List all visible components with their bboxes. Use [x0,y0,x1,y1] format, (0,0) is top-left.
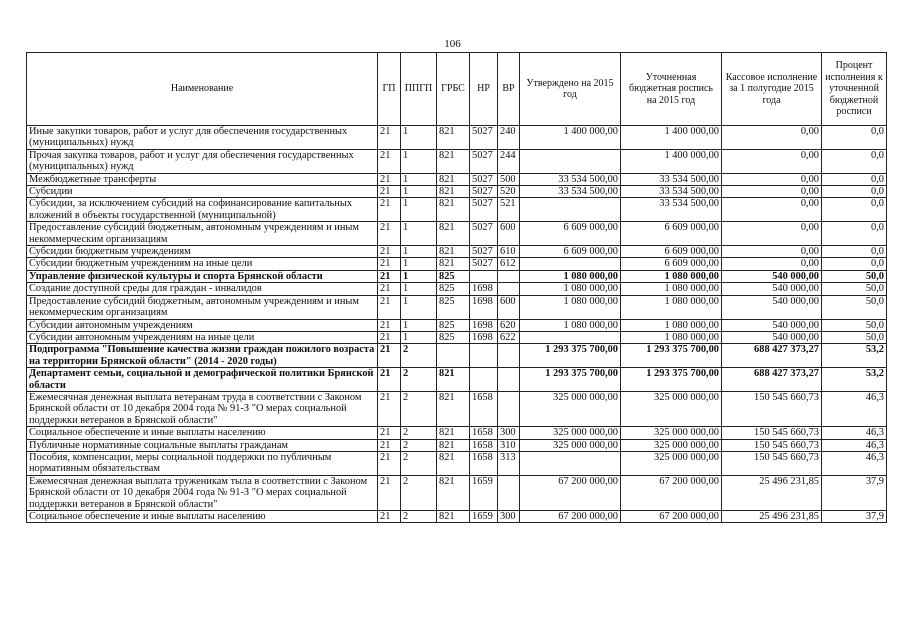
cell-gp: 21 [378,344,401,368]
cell-gp: 21 [378,149,401,173]
cell-gp: 21 [378,451,401,475]
cell-cash: 540 000,00 [722,283,822,295]
cell-refined: 1 400 000,00 [621,126,722,150]
cell-nr: 1698 [470,295,498,319]
cell-ppgp: 2 [401,511,437,523]
cell-grbs: 821 [437,198,470,222]
cell-ppgp: 2 [401,439,437,451]
cell-approved: 1 293 375 700,00 [520,344,621,368]
cell-name: Создание доступной среды для граждан - инвалидов [27,283,378,295]
cell-cash: 150 545 660,73 [722,451,822,475]
table-row [27,331,887,343]
cell-grbs: 821 [437,439,470,451]
cell-approved: 67 200 000,00 [520,475,621,510]
table-row [27,186,887,198]
cell-grbs [437,344,470,368]
cell-approved: 1 080 000,00 [520,295,621,319]
table-row [27,258,887,270]
cell-vr: 244 [498,149,520,173]
cell-ppgp: 1 [401,331,437,343]
cell-percent: 0,0 [822,246,887,258]
cell-cash: 540 000,00 [722,319,822,331]
cell-cash: 0,00 [722,186,822,198]
cell-vr: 300 [498,427,520,439]
cell-name: Субсидии бюджетным учреждениям [27,246,378,258]
cell-ppgp: 1 [401,258,437,270]
cell-vr [498,475,520,510]
cell-name: Предоставление субсидий бюджетным, автономным учреждениям и иным некоммерческим организациям [27,295,378,319]
cell-grbs: 821 [437,368,470,392]
cell-ppgp: 1 [401,198,437,222]
cell-refined: 6 609 000,00 [621,246,722,258]
cell-ppgp: 2 [401,451,437,475]
cell-percent: 50,0 [822,295,887,319]
cell-nr: 1658 [470,451,498,475]
cell-refined: 33 534 500,00 [621,186,722,198]
cell-refined: 1 080 000,00 [621,331,722,343]
cell-percent: 50,0 [822,283,887,295]
table-row [27,126,887,150]
header-gp: ГП [378,53,401,126]
cell-approved: 325 000 000,00 [520,427,621,439]
table-row [27,391,887,426]
cell-ppgp: 1 [401,319,437,331]
cell-percent: 0,0 [822,198,887,222]
cell-vr [498,344,520,368]
cell-grbs: 825 [437,283,470,295]
header-grbs: ГРБС [437,53,470,126]
cell-vr: 620 [498,319,520,331]
cell-name: Пособия, компенсации, меры социальной поддержки по публичным нормативным обязательствам [27,451,378,475]
header-percent: Процент исполнения к уточненной бюджетной росписи [822,53,887,126]
cell-name: Социальное обеспечение и иные выплаты населению [27,511,378,523]
cell-gp: 21 [378,391,401,426]
cell-cash: 150 545 660,73 [722,427,822,439]
cell-gp: 21 [378,173,401,185]
cell-vr: 310 [498,439,520,451]
cell-ppgp: 1 [401,222,437,246]
budget-execution-table [26,52,887,523]
cell-refined: 325 000 000,00 [621,451,722,475]
cell-refined: 67 200 000,00 [621,511,722,523]
cell-approved [520,331,621,343]
table-row [27,270,887,282]
cell-approved: 1 293 375 700,00 [520,368,621,392]
cell-vr: 610 [498,246,520,258]
cell-name: Субсидии автономным учреждениям на иные цели [27,331,378,343]
cell-percent: 53,2 [822,368,887,392]
cell-nr: 1658 [470,439,498,451]
cell-gp: 21 [378,246,401,258]
cell-gp: 21 [378,283,401,295]
cell-nr: 5027 [470,186,498,198]
cell-percent: 46,3 [822,439,887,451]
cell-percent: 50,0 [822,270,887,282]
cell-grbs: 821 [437,186,470,198]
cell-name: Субсидии, за исключением субсидий на софинансирование капитальных вложений в объекты государственной (муниципальной) [27,198,378,222]
cell-percent: 0,0 [822,173,887,185]
cell-grbs: 821 [437,511,470,523]
cell-nr: 5027 [470,222,498,246]
cell-vr [498,391,520,426]
cell-name: Подпрограмма "Повышение качества жизни граждан пожилого возраста на территории Брянской области" (2014 - 2020 годы) [27,344,378,368]
cell-approved: 325 000 000,00 [520,439,621,451]
cell-gp: 21 [378,186,401,198]
cell-percent: 0,0 [822,126,887,150]
cell-nr [470,344,498,368]
cell-approved [520,198,621,222]
table-row [27,439,887,451]
cell-ppgp: 2 [401,475,437,510]
cell-nr: 1659 [470,475,498,510]
cell-nr [470,368,498,392]
cell-grbs: 821 [437,173,470,185]
cell-name: Публичные нормативные социальные выплаты гражданам [27,439,378,451]
cell-vr: 600 [498,222,520,246]
cell-name: Субсидии [27,186,378,198]
cell-ppgp: 1 [401,149,437,173]
cell-grbs: 821 [437,391,470,426]
table-row [27,451,887,475]
table-row [27,222,887,246]
header-approved: Утверждено на 2015 год [520,53,621,126]
cell-gp: 21 [378,368,401,392]
table-header-row [27,53,887,126]
cell-nr: 5027 [470,198,498,222]
cell-nr: 1698 [470,283,498,295]
cell-ppgp: 1 [401,295,437,319]
header-name: Наименование [27,53,378,126]
cell-grbs: 821 [437,427,470,439]
cell-ppgp: 2 [401,344,437,368]
cell-cash: 0,00 [722,258,822,270]
table-row [27,173,887,185]
table-row [27,246,887,258]
cell-refined: 1 400 000,00 [621,149,722,173]
cell-grbs: 821 [437,149,470,173]
cell-nr [470,270,498,282]
table-row [27,368,887,392]
table-row [27,511,887,523]
cell-refined: 1 080 000,00 [621,270,722,282]
cell-gp: 21 [378,126,401,150]
cell-gp: 21 [378,270,401,282]
cell-name: Иные закупки товаров, работ и услуг для обеспечения государственных (муниципальных) нужд [27,126,378,150]
table-row [27,344,887,368]
cell-name: Субсидии автономным учреждениям [27,319,378,331]
cell-percent: 37,9 [822,511,887,523]
cell-grbs: 821 [437,258,470,270]
cell-nr: 5027 [470,258,498,270]
cell-percent: 0,0 [822,149,887,173]
cell-refined: 67 200 000,00 [621,475,722,510]
cell-vr: 313 [498,451,520,475]
cell-grbs: 821 [437,246,470,258]
cell-percent: 0,0 [822,222,887,246]
cell-refined: 1 293 375 700,00 [621,368,722,392]
cell-name: Управление физической культуры и спорта Брянской области [27,270,378,282]
cell-refined: 1 080 000,00 [621,283,722,295]
cell-cash: 0,00 [722,246,822,258]
cell-approved: 1 400 000,00 [520,126,621,150]
cell-nr: 1658 [470,391,498,426]
cell-ppgp: 1 [401,173,437,185]
cell-cash: 150 545 660,73 [722,391,822,426]
cell-percent: 50,0 [822,319,887,331]
header-ppgp: ППГП [401,53,437,126]
table-row [27,149,887,173]
cell-gp: 21 [378,222,401,246]
cell-ppgp: 1 [401,270,437,282]
cell-ppgp: 2 [401,427,437,439]
page-number: 106 [444,38,461,50]
cell-grbs: 821 [437,222,470,246]
cell-grbs: 825 [437,270,470,282]
header-vr: ВР [498,53,520,126]
table-row [27,283,887,295]
cell-cash: 0,00 [722,222,822,246]
cell-grbs: 825 [437,331,470,343]
cell-grbs: 821 [437,475,470,510]
cell-vr: 240 [498,126,520,150]
table-row [27,319,887,331]
cell-nr: 1658 [470,427,498,439]
cell-nr: 1698 [470,331,498,343]
cell-nr: 5027 [470,173,498,185]
cell-percent: 0,0 [822,258,887,270]
cell-cash: 688 427 373,27 [722,368,822,392]
cell-approved: 1 080 000,00 [520,283,621,295]
cell-approved [520,258,621,270]
header-refined: Уточненная бюджетная роспись на 2015 год [621,53,722,126]
cell-refined: 325 000 000,00 [621,439,722,451]
cell-name: Ежемесячная денежная выплата труженикам тыла в соответствии с Законом Брянской области от 10 декабря 2004 года № 91-З "О мерах социальной поддержки ветеранов в Брянской области" [27,475,378,510]
table-body [27,126,887,523]
cell-gp: 21 [378,331,401,343]
cell-approved [520,149,621,173]
cell-gp: 21 [378,511,401,523]
cell-grbs: 821 [437,451,470,475]
cell-vr: 521 [498,198,520,222]
cell-cash: 150 545 660,73 [722,439,822,451]
header-nr: НР [470,53,498,126]
cell-percent: 37,9 [822,475,887,510]
cell-name: Прочая закупка товаров, работ и услуг для обеспечения государственных (муниципальных) нужд [27,149,378,173]
cell-percent: 50,0 [822,331,887,343]
cell-name: Ежемесячная денежная выплата ветеранам труда в соответствии с Законом Брянской области от 10 декабря 2004 года № 91-З "О мерах социальной поддержки ветеранов в Брянской области" [27,391,378,426]
cell-refined: 1 293 375 700,00 [621,344,722,368]
cell-cash: 0,00 [722,198,822,222]
cell-nr: 5027 [470,149,498,173]
cell-percent: 46,3 [822,451,887,475]
cell-nr: 1698 [470,319,498,331]
table-row [27,198,887,222]
cell-vr: 600 [498,295,520,319]
cell-cash: 540 000,00 [722,331,822,343]
cell-approved: 6 609 000,00 [520,246,621,258]
cell-grbs: 825 [437,319,470,331]
cell-ppgp: 1 [401,126,437,150]
cell-gp: 21 [378,439,401,451]
cell-percent: 53,2 [822,344,887,368]
cell-refined: 6 609 000,00 [621,222,722,246]
cell-refined: 325 000 000,00 [621,427,722,439]
cell-approved: 1 080 000,00 [520,319,621,331]
cell-approved: 6 609 000,00 [520,222,621,246]
cell-percent: 46,3 [822,427,887,439]
cell-percent: 0,0 [822,186,887,198]
cell-refined: 33 534 500,00 [621,198,722,222]
table-row [27,427,887,439]
cell-grbs: 825 [437,295,470,319]
cell-vr: 500 [498,173,520,185]
cell-gp: 21 [378,295,401,319]
cell-grbs: 821 [437,126,470,150]
cell-nr: 1659 [470,511,498,523]
cell-ppgp: 1 [401,186,437,198]
cell-cash: 0,00 [722,126,822,150]
cell-approved: 325 000 000,00 [520,391,621,426]
cell-vr: 622 [498,331,520,343]
cell-vr: 612 [498,258,520,270]
cell-gp: 21 [378,475,401,510]
cell-approved: 1 080 000,00 [520,270,621,282]
cell-gp: 21 [378,258,401,270]
cell-refined: 325 000 000,00 [621,391,722,426]
cell-approved: 67 200 000,00 [520,511,621,523]
cell-gp: 21 [378,319,401,331]
cell-refined: 1 080 000,00 [621,295,722,319]
cell-nr: 5027 [470,126,498,150]
cell-nr: 5027 [470,246,498,258]
cell-cash: 0,00 [722,149,822,173]
cell-refined: 6 609 000,00 [621,258,722,270]
table-row [27,475,887,510]
cell-cash: 25 496 231,85 [722,511,822,523]
cell-ppgp: 2 [401,368,437,392]
cell-cash: 0,00 [722,173,822,185]
cell-name: Департамент семьи, социальной и демографической политики Брянской области [27,368,378,392]
cell-percent: 46,3 [822,391,887,426]
cell-ppgp: 2 [401,391,437,426]
cell-name: Межбюджетные трансферты [27,173,378,185]
cell-name: Социальное обеспечение и иные выплаты населению [27,427,378,439]
cell-vr [498,283,520,295]
cell-cash: 25 496 231,85 [722,475,822,510]
cell-refined: 33 534 500,00 [621,173,722,185]
cell-ppgp: 1 [401,283,437,295]
cell-vr [498,270,520,282]
cell-gp: 21 [378,198,401,222]
cell-name: Предоставление субсидий бюджетным, автономным учреждениям и иным некоммерческим организациям [27,222,378,246]
cell-name: Субсидии бюджетным учреждениям на иные цели [27,258,378,270]
cell-approved: 33 534 500,00 [520,173,621,185]
cell-vr: 520 [498,186,520,198]
cell-cash: 688 427 373,27 [722,344,822,368]
cell-ppgp: 1 [401,246,437,258]
cell-vr: 300 [498,511,520,523]
cell-approved [520,451,621,475]
cell-approved: 33 534 500,00 [520,186,621,198]
cell-gp: 21 [378,427,401,439]
cell-refined: 1 080 000,00 [621,319,722,331]
table-row [27,295,887,319]
header-cash: Кассовое исполнение за 1 полугодие 2015 года [722,53,822,126]
cell-cash: 540 000,00 [722,270,822,282]
cell-vr [498,368,520,392]
cell-cash: 540 000,00 [722,295,822,319]
